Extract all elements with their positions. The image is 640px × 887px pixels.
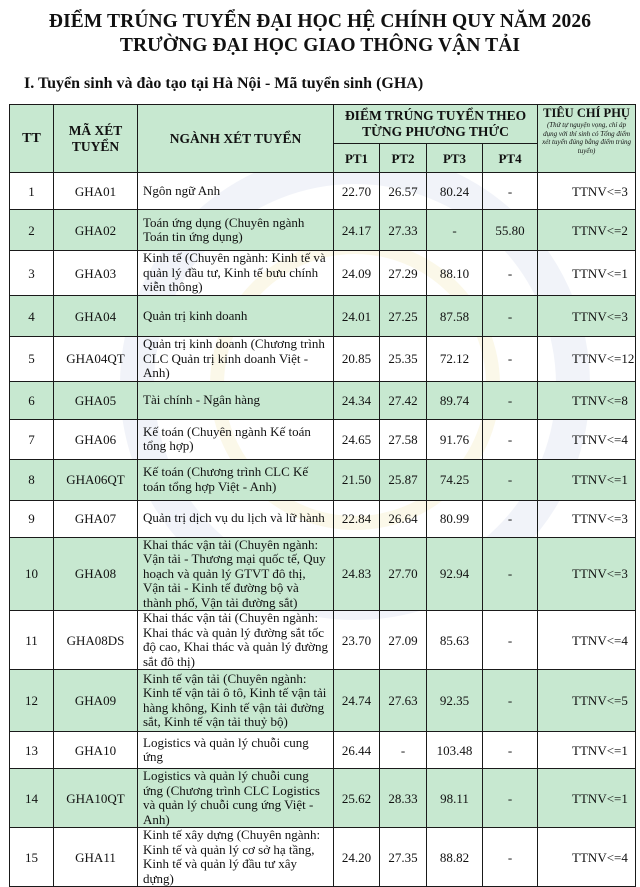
table-row	[10, 296, 636, 337]
cell-pt2: 28.33	[380, 769, 427, 828]
cell-major: Quản trị dịch vụ du lịch và lữ hành	[138, 500, 334, 537]
cell-pt2: 27.42	[380, 381, 427, 419]
cell-code: GHA05	[54, 381, 138, 419]
cell-tt: 12	[10, 670, 54, 732]
cell-pt4: -	[483, 251, 538, 296]
cell-pt3: 89.74	[427, 381, 483, 419]
cell-pt4: -	[483, 419, 538, 459]
header-code: MÃ XÉT TUYỂN	[54, 105, 138, 173]
cell-pt1: 24.74	[334, 670, 380, 732]
title-line-2: TRƯỜNG ĐẠI HỌC GIAO THÔNG VẬN TẢI	[119, 35, 521, 56]
cell-criteria: TTNV<=4	[538, 419, 636, 459]
cell-code: GHA07	[54, 500, 138, 537]
admission-score-table	[9, 104, 636, 887]
cell-tt: 3	[10, 251, 54, 296]
cell-major: Kinh tế (Chuyên ngành: Kinh tế và quản lý đầu tư, Kinh tế bưu chính viễn thông)	[138, 251, 334, 296]
cell-criteria: TTNV<=4	[538, 828, 636, 887]
cell-pt1: 24.17	[334, 210, 380, 251]
cell-criteria: TTNV<=2	[538, 210, 636, 251]
cell-criteria: TTNV<=1	[538, 251, 636, 296]
cell-code: GHA09	[54, 670, 138, 732]
cell-code: GHA01	[54, 173, 138, 210]
cell-tt: 10	[10, 537, 54, 611]
cell-code: GHA03	[54, 251, 138, 296]
cell-criteria: TTNV<=3	[538, 296, 636, 337]
cell-criteria: TTNV<=1	[538, 732, 636, 769]
cell-pt3: 85.63	[427, 611, 483, 670]
cell-major: Ngôn ngữ Anh	[138, 173, 334, 210]
cell-pt2: 25.87	[380, 459, 427, 500]
cell-criteria: TTNV<=3	[538, 537, 636, 611]
cell-pt2: 26.57	[380, 173, 427, 210]
cell-code: GHA10	[54, 732, 138, 769]
header-criteria-title: TIÊU CHÍ PHỤ	[543, 106, 630, 120]
table-row	[10, 419, 636, 459]
cell-pt4: 55.80	[483, 210, 538, 251]
cell-pt1: 20.85	[334, 337, 380, 382]
cell-code: GHA04	[54, 296, 138, 337]
table-row	[10, 537, 636, 611]
cell-criteria: TTNV<=5	[538, 670, 636, 732]
cell-code: GHA08	[54, 537, 138, 611]
cell-criteria: TTNV<=1	[538, 459, 636, 500]
cell-major: Khai thác vận tải (Chuyên ngành: Khai thác và quản lý đường sắt tốc độ cao, Khai thác và quản lý đường sắt đô thị)	[138, 611, 334, 670]
title-line-1: ĐIỂM TRÚNG TUYỂN ĐẠI HỌC HỆ CHÍNH QUY NĂM 2026	[48, 11, 592, 32]
cell-major: Quản trị kinh doanh	[138, 296, 334, 337]
cell-pt1: 23.70	[334, 611, 380, 670]
cell-pt2: 26.64	[380, 500, 427, 537]
cell-code: GHA11	[54, 828, 138, 887]
table-row	[10, 611, 636, 670]
document-title	[0, 0, 640, 58]
cell-pt2: -	[380, 732, 427, 769]
header-pt4: PT4	[483, 144, 538, 173]
cell-pt3: 87.58	[427, 296, 483, 337]
cell-criteria: TTNV<=4	[538, 611, 636, 670]
cell-pt3: 92.35	[427, 670, 483, 732]
table-row	[10, 173, 636, 210]
cell-pt3: 72.12	[427, 337, 483, 382]
cell-pt1: 22.70	[334, 173, 380, 210]
cell-pt3: 80.24	[427, 173, 483, 210]
header-pt2: PT2	[380, 144, 427, 173]
cell-pt2: 27.70	[380, 537, 427, 611]
header-major: NGÀNH XÉT TUYỂN	[138, 105, 334, 173]
cell-tt: 14	[10, 769, 54, 828]
cell-pt4: -	[483, 828, 538, 887]
cell-pt3: 88.82	[427, 828, 483, 887]
header-scores: ĐIỂM TRÚNG TUYỂN THEO TỪNG PHƯƠNG THỨC	[334, 105, 538, 144]
cell-major: Kế toán (Chuyên ngành Kế toán tổng hợp)	[138, 419, 334, 459]
cell-pt1: 24.34	[334, 381, 380, 419]
cell-pt4: -	[483, 459, 538, 500]
table-row	[10, 251, 636, 296]
cell-pt3: 98.11	[427, 769, 483, 828]
header-tt: TT	[10, 105, 54, 173]
cell-tt: 15	[10, 828, 54, 887]
cell-major: Kế toán (Chương trình CLC Kế toán tổng hợp Việt - Anh)	[138, 459, 334, 500]
cell-code: GHA10QT	[54, 769, 138, 828]
cell-code: GHA06QT	[54, 459, 138, 500]
cell-pt2: 27.29	[380, 251, 427, 296]
table-row	[10, 769, 636, 828]
cell-pt4: -	[483, 769, 538, 828]
cell-pt4: -	[483, 500, 538, 537]
table-row	[10, 337, 636, 382]
cell-pt3: 92.94	[427, 537, 483, 611]
cell-pt2: 27.25	[380, 296, 427, 337]
cell-criteria: TTNV<=1	[538, 769, 636, 828]
cell-tt: 8	[10, 459, 54, 500]
cell-tt: 1	[10, 173, 54, 210]
cell-pt1: 24.65	[334, 419, 380, 459]
cell-tt: 6	[10, 381, 54, 419]
cell-tt: 7	[10, 419, 54, 459]
cell-pt4: -	[483, 337, 538, 382]
header-pt3: PT3	[427, 144, 483, 173]
cell-pt3: 80.99	[427, 500, 483, 537]
cell-criteria: TTNV<=3	[538, 500, 636, 537]
cell-major: Quản trị kinh doanh (Chương trình CLC Quản trị kinh doanh Việt - Anh)	[138, 337, 334, 382]
cell-pt4: -	[483, 732, 538, 769]
cell-pt2: 27.33	[380, 210, 427, 251]
cell-pt2: 27.63	[380, 670, 427, 732]
header-criteria	[538, 105, 636, 173]
header-pt1: PT1	[334, 144, 380, 173]
cell-pt1: 24.09	[334, 251, 380, 296]
cell-pt1: 24.83	[334, 537, 380, 611]
cell-pt3: -	[427, 210, 483, 251]
cell-pt1: 24.01	[334, 296, 380, 337]
cell-criteria: TTNV<=3	[538, 173, 636, 210]
cell-pt4: -	[483, 173, 538, 210]
cell-pt4: -	[483, 296, 538, 337]
cell-tt: 2	[10, 210, 54, 251]
section-title: I. Tuyển sinh và đào tạo tại Hà Nội - Mã tuyển sinh (GHA)	[24, 75, 424, 92]
cell-pt4: -	[483, 381, 538, 419]
cell-code: GHA04QT	[54, 337, 138, 382]
cell-pt2: 25.35	[380, 337, 427, 382]
table-row	[10, 381, 636, 419]
cell-tt: 13	[10, 732, 54, 769]
cell-tt: 4	[10, 296, 54, 337]
cell-code: GHA02	[54, 210, 138, 251]
table-row	[10, 459, 636, 500]
cell-major: Tài chính - Ngân hàng	[138, 381, 334, 419]
cell-tt: 9	[10, 500, 54, 537]
cell-criteria: TTNV<=12	[538, 337, 636, 382]
cell-tt: 11	[10, 611, 54, 670]
cell-tt: 5	[10, 337, 54, 382]
cell-code: GHA08DS	[54, 611, 138, 670]
cell-pt1: 24.20	[334, 828, 380, 887]
table-row	[10, 500, 636, 537]
cell-pt3: 74.25	[427, 459, 483, 500]
cell-pt1: 25.62	[334, 769, 380, 828]
cell-pt4: -	[483, 611, 538, 670]
table-row	[10, 210, 636, 251]
cell-pt3: 88.10	[427, 251, 483, 296]
header-criteria-note: (Thứ tự nguyện vọng, chỉ áp dụng với thí sinh có Tổng điểm xét tuyển đúng bằng điểm trúng tuyển)	[542, 121, 631, 155]
cell-major: Toán ứng dụng (Chuyên ngành Toán tin ứng dụng)	[138, 210, 334, 251]
table-row	[10, 670, 636, 732]
cell-pt2: 27.58	[380, 419, 427, 459]
cell-pt2: 27.09	[380, 611, 427, 670]
cell-pt4: -	[483, 537, 538, 611]
table-row	[10, 732, 636, 769]
cell-major: Khai thác vận tải (Chuyên ngành: Vận tải - Thương mại quốc tế, Quy hoạch và quản lý GTVT đô thị, Vận tải - Kinh tế đường bộ và thành phố, Vận tải đường sắt)	[138, 537, 334, 611]
cell-pt1: 26.44	[334, 732, 380, 769]
cell-pt4: -	[483, 670, 538, 732]
cell-pt3: 91.76	[427, 419, 483, 459]
cell-code: GHA06	[54, 419, 138, 459]
cell-major: Kinh tế xây dựng (Chuyên ngành: Kinh tế và quản lý cơ sở hạ tầng, Kinh tế và quản lý đầu tư xây dựng)	[138, 828, 334, 887]
cell-pt1: 22.84	[334, 500, 380, 537]
table-row	[10, 828, 636, 887]
cell-pt1: 21.50	[334, 459, 380, 500]
cell-major: Kinh tế vận tải (Chuyên ngành: Kinh tế vận tải ô tô, Kinh tế vận tải hàng không, Kinh tế vận tải đường sắt, Kinh tế vận tải thuỷ bộ)	[138, 670, 334, 732]
cell-major: Logistics và quản lý chuỗi cung ứng	[138, 732, 334, 769]
cell-pt2: 27.35	[380, 828, 427, 887]
cell-criteria: TTNV<=8	[538, 381, 636, 419]
cell-pt3: 103.48	[427, 732, 483, 769]
cell-major: Logistics và quản lý chuỗi cung ứng (Chương trình CLC Logistics và quản lý chuỗi cung ứng Việt - Anh)	[138, 769, 334, 828]
